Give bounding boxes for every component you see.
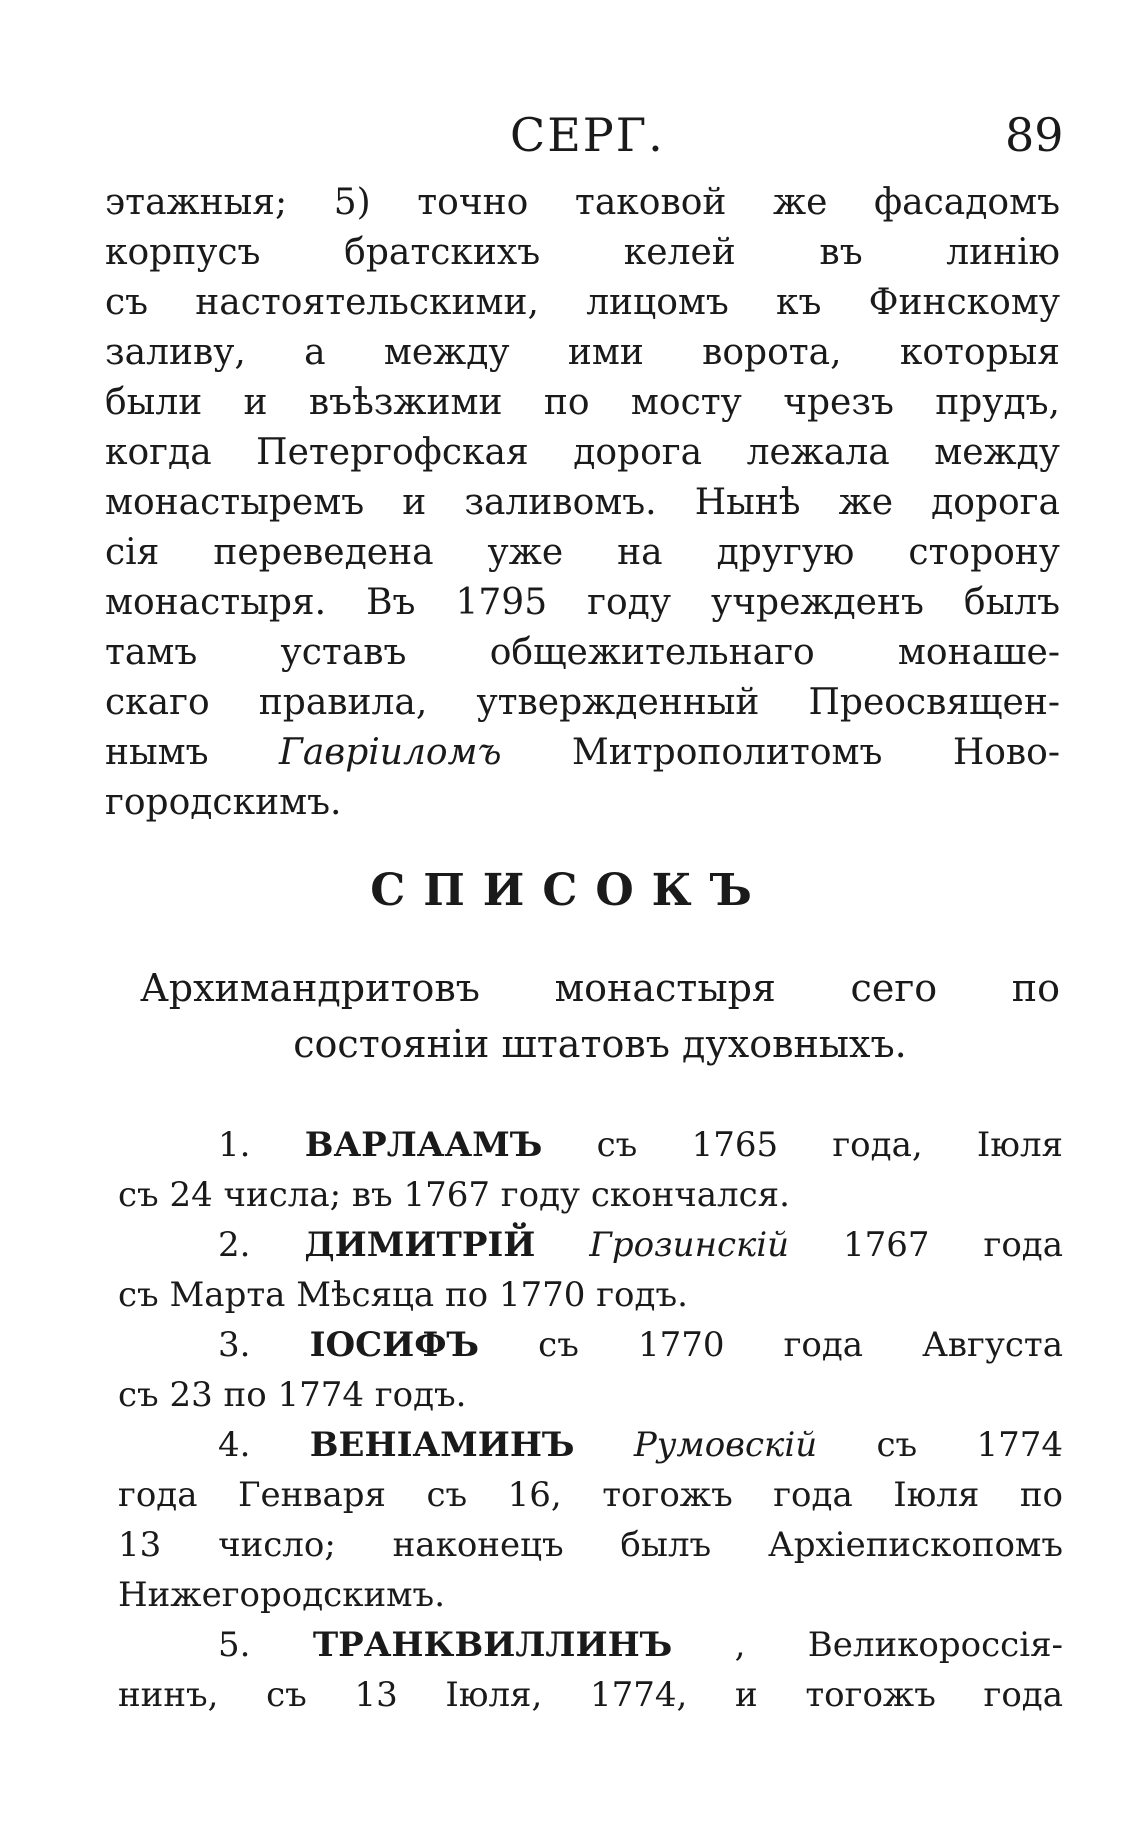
text-span: съ 1765 года, Іюля (596, 1125, 1064, 1165)
list-item (118, 1220, 1063, 1270)
list-item (118, 1620, 1063, 1670)
list-item (118, 1420, 1063, 1470)
text-line: были и въѣзжими по мосту чрезъ прудъ, (105, 382, 1060, 423)
text-span: съ 1774 (876, 1425, 1063, 1465)
text-line: монастыря. Въ 1795 году учрежденъ былъ (105, 582, 1060, 623)
running-head (0, 108, 1140, 168)
text-line: съ 24 числа; въ 1767 году скончался. (118, 1175, 790, 1215)
item-number: 1. (218, 1125, 251, 1165)
italic-name: Грозинскій (589, 1225, 790, 1265)
text-span: , Великороссія- (734, 1625, 1064, 1665)
text-line: съ Марта Мѣсяца по 1770 годъ. (118, 1275, 688, 1315)
body-paragraph (105, 178, 1060, 828)
text-span: 1767 года (843, 1225, 1063, 1265)
section-subtitle (140, 960, 1060, 1072)
text-line: съ 23 по 1774 годъ. (118, 1375, 467, 1415)
item-number: 5. (218, 1625, 251, 1665)
abbot-name: ДИМИТРІЙ (304, 1225, 536, 1265)
text-line: заливу, а между ими ворота, которыя (105, 332, 1060, 373)
abbot-name: ТРАНКВИЛЛИНЪ (312, 1625, 673, 1665)
abbot-list (118, 1120, 1063, 1720)
text-line (105, 728, 1060, 778)
running-title: СЕРГ. (510, 108, 665, 162)
text-line: 13 число; наконецъ былъ Архіепископомъ (118, 1525, 1063, 1565)
text-line: скаго правила, утвержденный Преосвящен- (105, 682, 1060, 723)
text-line: года Генваря съ 16, тогожъ года Іюля по (118, 1475, 1063, 1515)
text-line: этажныя; 5) точно таковой же фасадомъ (105, 182, 1060, 223)
text-line: сія переведена уже на другую сторону (105, 532, 1060, 573)
text-line: корпусъ братскихъ келей въ линію (105, 232, 1060, 273)
list-item (118, 1120, 1063, 1170)
subtitle-line: состояніи штатовъ духовныхъ. (293, 1022, 907, 1066)
italic-name: Румовскій (633, 1425, 818, 1465)
text-span: нымъ (105, 732, 209, 773)
subtitle-line: Архимандритовъ монастыря сего по (140, 966, 1060, 1010)
text-line: когда Петергофская дорога лежала между (105, 432, 1060, 473)
abbot-name: ВАРЛААМЪ (304, 1125, 543, 1165)
text-span: съ 1770 года Августа (538, 1325, 1063, 1365)
text-line: монастыремъ и заливомъ. Нынѣ же дорога (105, 482, 1060, 523)
text-line: съ настоятельскими, лицомъ къ Финскому (105, 282, 1060, 323)
italic-name: Гавріиломъ (279, 732, 502, 773)
text-line: тамъ уставъ общежительнаго монаше- (105, 632, 1060, 673)
abbot-name: ВЕНІАМИНЪ (309, 1425, 575, 1465)
item-number: 3. (218, 1325, 251, 1365)
page-number: 89 (1005, 108, 1064, 162)
item-number: 4. (218, 1425, 251, 1465)
list-item (118, 1320, 1063, 1370)
text-line: Нижегородскимъ. (118, 1575, 446, 1615)
text-line: нинъ, съ 13 Іюля, 1774, и тогожъ года (118, 1675, 1063, 1715)
text-line: городскимъ. (105, 782, 342, 823)
abbot-name: ІОСИФЪ (309, 1325, 480, 1365)
section-heading: СПИСОКЪ (370, 865, 770, 916)
item-number: 2. (218, 1225, 251, 1265)
text-span: Митрополитомъ Ново- (571, 732, 1060, 773)
